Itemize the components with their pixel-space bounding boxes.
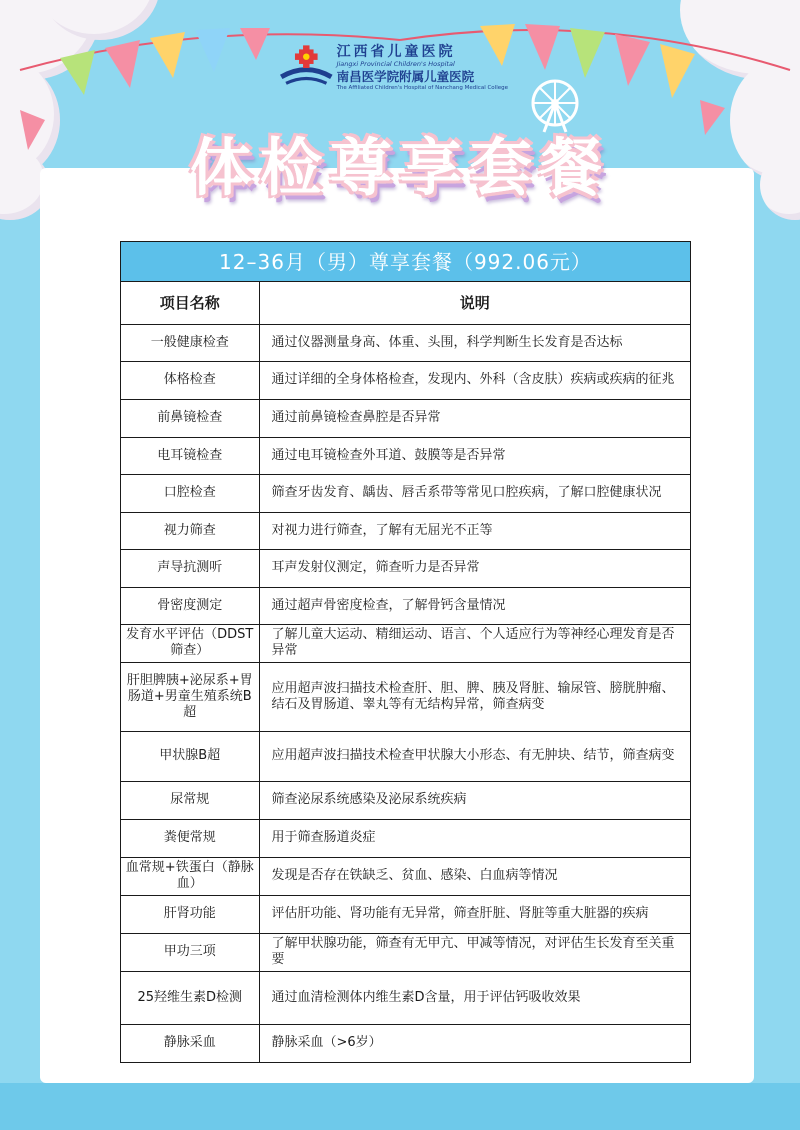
item-name: 前鼻镜检查 bbox=[121, 399, 259, 437]
item-description: 通过电耳镜检查外耳道、鼓膜等是否异常 bbox=[259, 437, 690, 474]
item-name: 尿常规 bbox=[121, 781, 259, 819]
table-row bbox=[121, 474, 690, 512]
item-description: 评估肝功能、肾功能有无异常，筛查肝脏、肾脏等重大脏器的疾病 bbox=[259, 895, 690, 933]
item-name: 血常规+铁蛋白（静脉血） bbox=[121, 857, 259, 895]
item-name: 甲状腺B超 bbox=[121, 731, 259, 781]
items-table bbox=[121, 282, 690, 1062]
item-name: 口腔检查 bbox=[121, 474, 259, 512]
page-title: 体检尊享套餐 bbox=[189, 131, 610, 204]
item-description: 通过前鼻镜检查鼻腔是否异常 bbox=[259, 399, 690, 437]
table-row bbox=[121, 624, 690, 662]
table-row bbox=[121, 587, 690, 624]
item-description: 静脉采血（>6岁） bbox=[259, 1024, 690, 1062]
item-name: 电耳镜检查 bbox=[121, 437, 259, 474]
footer-band bbox=[0, 1083, 800, 1130]
item-description: 发现是否存在铁缺乏、贫血、感染、白血病等情况 bbox=[259, 857, 690, 895]
item-description: 对视力进行筛查，了解有无屈光不正等 bbox=[259, 512, 690, 549]
item-name: 一般健康检查 bbox=[121, 324, 259, 361]
hospital-logo bbox=[278, 38, 508, 98]
column-header-description: 说明 bbox=[459, 293, 490, 312]
table-row bbox=[121, 819, 690, 857]
item-description: 了解甲状腺功能，筛查有无甲亢、甲减等情况，对评估生长发育至关重要 bbox=[259, 933, 690, 971]
item-description: 筛查泌尿系统感染及泌尿系统疾病 bbox=[259, 781, 690, 819]
item-name: 静脉采血 bbox=[121, 1024, 259, 1062]
table-row bbox=[121, 971, 690, 1024]
item-name: 发育水平评估（DDST筛查） bbox=[121, 624, 259, 662]
package-heading: 12–36月（男）尊享套餐（992.06元） bbox=[121, 242, 690, 282]
hospital-affiliation: 南昌医学院附属儿童医院 bbox=[336, 69, 475, 84]
item-description: 用于筛查肠道炎症 bbox=[259, 819, 690, 857]
item-name: 甲功三项 bbox=[121, 933, 259, 971]
item-name: 肝胆脾胰+泌尿系+胃肠道+男童生殖系统B超 bbox=[121, 662, 259, 731]
item-description: 通过详细的全身体格检查，发现内、外科（含皮肤）疾病或疾病的征兆 bbox=[259, 361, 690, 399]
table-row bbox=[121, 895, 690, 933]
item-description: 通过仪器测量身高、体重、头围，科学判断生长发育是否达标 bbox=[259, 324, 690, 361]
hospital-name: 江西省儿童医院 bbox=[336, 44, 456, 60]
item-name: 声导抗测听 bbox=[121, 549, 259, 587]
table-row bbox=[121, 437, 690, 474]
hospital-emblem-icon bbox=[278, 39, 335, 97]
item-description: 通过血清检测体内维生素D含量，用于评估钙吸收效果 bbox=[259, 971, 690, 1024]
item-description: 通过超声骨密度检查，了解骨钙含量情况 bbox=[259, 587, 690, 624]
item-name: 视力筛查 bbox=[121, 512, 259, 549]
table-row bbox=[121, 512, 690, 549]
column-header-name: 项目名称 bbox=[121, 282, 259, 324]
table-row bbox=[121, 549, 690, 587]
table-row bbox=[121, 662, 690, 731]
item-name: 25羟维生素D检测 bbox=[121, 971, 259, 1024]
item-description: 了解儿童大运动、精细运动、语言、个人适应行为等神经心理发育是否异常 bbox=[259, 624, 690, 662]
item-name: 粪便常规 bbox=[121, 819, 259, 857]
item-name: 骨密度测定 bbox=[121, 587, 259, 624]
item-description: 筛查牙齿发育、龋齿、唇舌系带等常见口腔疾病，了解口腔健康状况 bbox=[259, 474, 690, 512]
item-description: 耳声发射仪测定，筛查听力是否异常 bbox=[259, 549, 690, 587]
package-table bbox=[120, 241, 691, 1063]
table-row bbox=[121, 933, 690, 971]
table-header-row bbox=[121, 282, 690, 324]
table-row bbox=[121, 1024, 690, 1062]
hospital-name-en: Jiangxi Provincial Children's Hospital bbox=[336, 60, 455, 68]
item-name: 肝肾功能 bbox=[121, 895, 259, 933]
item-description: 应用超声波扫描技术检查甲状腺大小形态、有无肿块、结节，筛查病变 bbox=[259, 731, 690, 781]
table-row bbox=[121, 361, 690, 399]
item-description: 应用超声波扫描技术检查肝、胆、脾、胰及肾脏、输尿管、膀胱肿瘤、结石及胃肠道、睾丸等有无结构异常，筛查病变 bbox=[259, 662, 690, 731]
item-name: 体格检查 bbox=[121, 361, 259, 399]
table-row bbox=[121, 399, 690, 437]
hospital-affiliation-en: The Affiliated Children's Hospital of Nanchang Medical College bbox=[336, 85, 508, 91]
table-row bbox=[121, 857, 690, 895]
table-row bbox=[121, 324, 690, 361]
table-row bbox=[121, 731, 690, 781]
table-row bbox=[121, 781, 690, 819]
